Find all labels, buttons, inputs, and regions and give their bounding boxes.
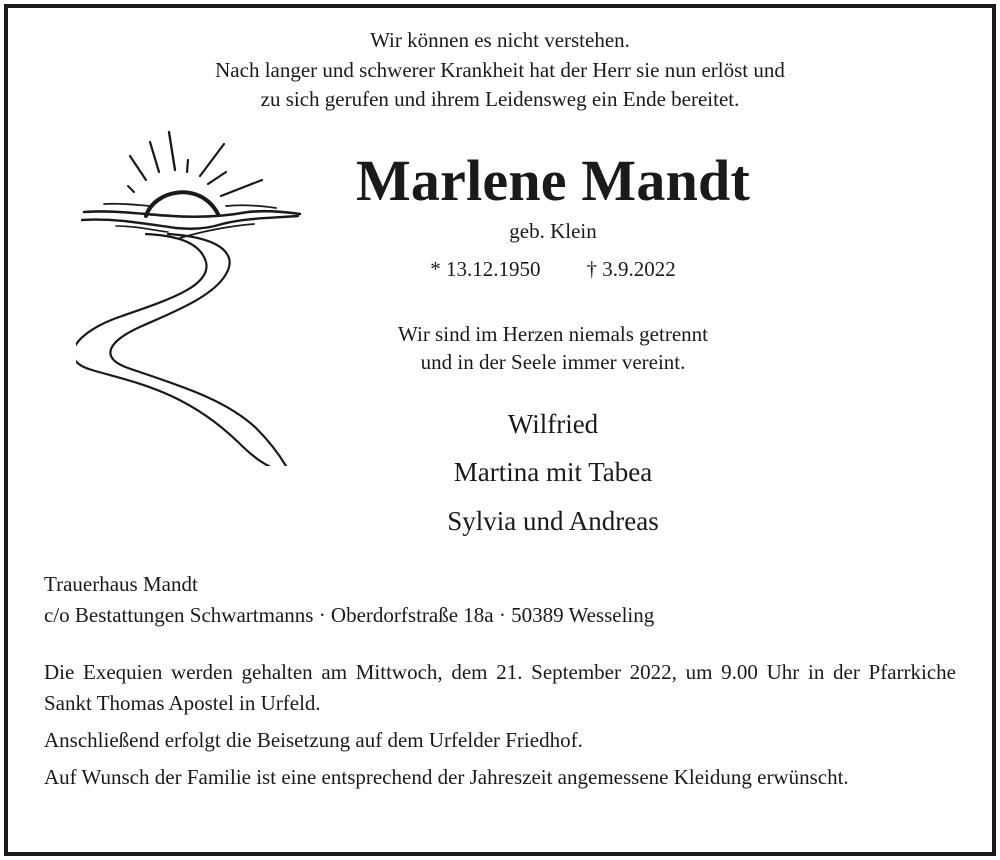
maiden-name: geb. Klein [509,219,597,243]
funeral-note: Die Exequien werden gehalten am Mittwoch, dem 21. September 2022, um 9.00 Uhr in der Pfarrkiche Sankt Thomas Apostel in Urfeld. [44,660,956,715]
sunset-path-icon [76,126,308,466]
mourner-name: Sylvia und Andreas [447,506,659,536]
funeral-note: Auf Wunsch der Familie ist eine entsprechend der Jahreszeit angemessene Kleidung erwünscht. [44,765,849,789]
intro-line: Nach langer und schwerer Krankheit hat der Herr sie nun erlöst und [215,57,785,82]
deceased-name: Marlene Mandt [355,148,750,213]
funeral-note: Anschließend erfolgt die Beisetzung auf dem Urfelder Friedhof. [44,728,583,752]
intro-text [0,26,1000,115]
intro-line: Wir können es nicht verstehen. [370,28,630,52]
memorial-quote [318,320,788,376]
death-date: † 3.9.2022 [586,257,676,281]
quote-line: und in der Seele immer vereint. [420,350,686,374]
quote-line: Wir sind im Herzen niemals getrennt [398,322,708,346]
life-dates [318,256,788,282]
mourner-name: Wilfried [507,409,599,439]
birth-date: * 13.12.1950 [430,257,541,281]
mourning-house-address [44,569,956,631]
mourner-name: Martina mit Tabea [453,457,653,487]
intro-line: zu sich gerufen und ihrem Leidensweg ein Ende bereitet. [260,87,740,111]
address-line: c/o Bestattungen Schwartmanns · Oberdorfstraße 18a · 50389 Wesseling [44,603,655,627]
address-line: Trauerhaus Mandt [44,572,198,596]
funeral-notes [44,657,956,799]
